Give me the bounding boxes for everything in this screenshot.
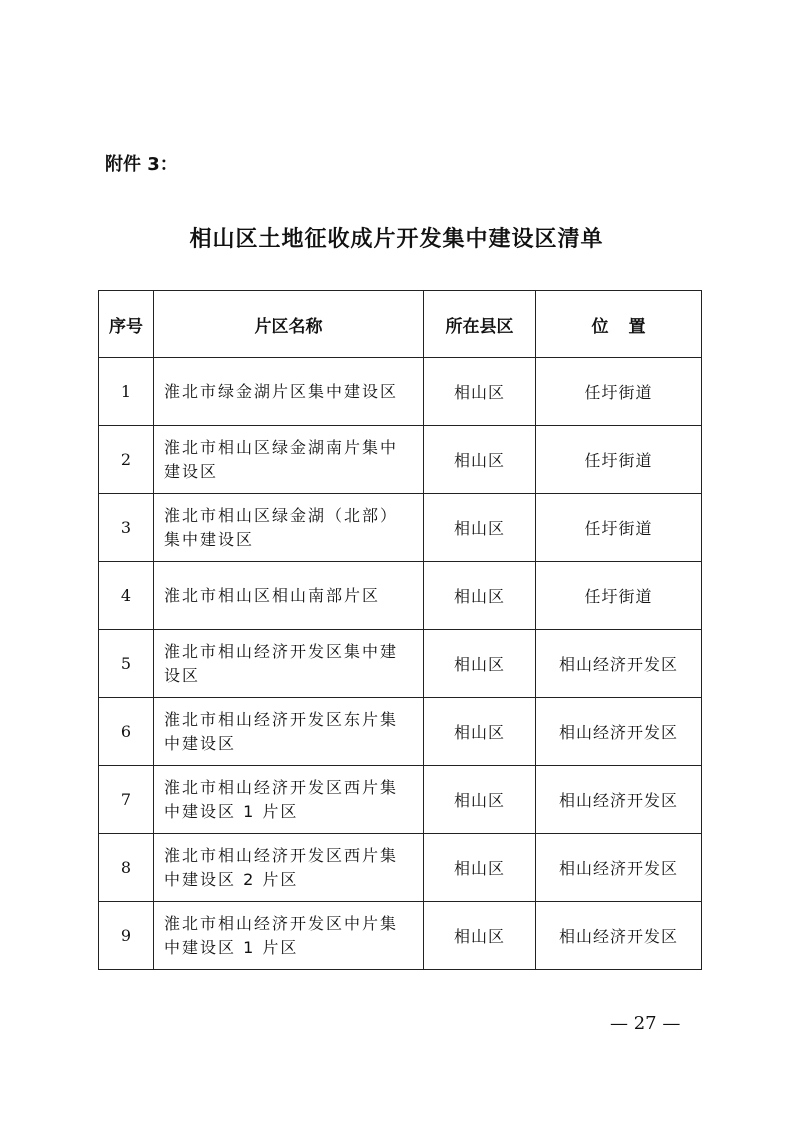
- row-number: 6: [99, 698, 154, 766]
- table-row: [99, 698, 702, 766]
- county: 相山区: [424, 358, 536, 426]
- location: 相山经济开发区: [536, 698, 702, 766]
- county: 相山区: [424, 562, 536, 630]
- location: 任圩街道: [536, 562, 702, 630]
- location: 任圩街道: [536, 426, 702, 494]
- zone-name: 淮北市相山经济开发区中片集中建设区 1 片区: [154, 902, 424, 970]
- document-title: 相山区土地征收成片开发集中建设区清单: [189, 227, 604, 252]
- row-number: 7: [99, 766, 154, 834]
- county: 相山区: [424, 902, 536, 970]
- county: 相山区: [424, 426, 536, 494]
- header-number: 序号: [99, 291, 154, 358]
- zone-name: 淮北市相山区绿金湖南片集中建设区: [154, 426, 424, 494]
- table-row: [99, 766, 702, 834]
- zone-name: 淮北市相山经济开发区西片集中建设区 1 片区: [154, 766, 424, 834]
- location: 任圩街道: [536, 494, 702, 562]
- table-row: [99, 494, 702, 562]
- location: 任圩街道: [536, 358, 702, 426]
- table-row: [99, 902, 702, 970]
- header-county: 所在县区: [424, 291, 536, 358]
- zone-name: 淮北市相山经济开发区西片集中建设区 2 片区: [154, 834, 424, 902]
- county: 相山区: [424, 834, 536, 902]
- row-number: 3: [99, 494, 154, 562]
- row-number: 9: [99, 902, 154, 970]
- table-row: [99, 834, 702, 902]
- county: 相山区: [424, 766, 536, 834]
- table-header-row: [99, 291, 702, 358]
- row-number: 2: [99, 426, 154, 494]
- location: 相山经济开发区: [536, 630, 702, 698]
- page-number: — 27 —: [610, 1013, 681, 1034]
- header-location: 位置: [536, 291, 702, 358]
- row-number: 1: [99, 358, 154, 426]
- row-number: 5: [99, 630, 154, 698]
- county: 相山区: [424, 630, 536, 698]
- row-number: 8: [99, 834, 154, 902]
- zone-name: 淮北市相山经济开发区东片集中建设区: [154, 698, 424, 766]
- zone-list-table: [98, 290, 702, 970]
- location: 相山经济开发区: [536, 766, 702, 834]
- zone-name: 淮北市相山经济开发区集中建设区: [154, 630, 424, 698]
- header-zone-name: 片区名称: [154, 291, 424, 358]
- county: 相山区: [424, 698, 536, 766]
- table-row: [99, 426, 702, 494]
- location: 相山经济开发区: [536, 902, 702, 970]
- table-row: [99, 630, 702, 698]
- zone-name: 淮北市绿金湖片区集中建设区: [154, 358, 424, 426]
- county: 相山区: [424, 494, 536, 562]
- annex-label: 附件 3：: [105, 154, 178, 175]
- zone-name: 淮北市相山区绿金湖（北部）集中建设区: [154, 494, 424, 562]
- row-number: 4: [99, 562, 154, 630]
- location: 相山经济开发区: [536, 834, 702, 902]
- table-row: [99, 358, 702, 426]
- table-row: [99, 562, 702, 630]
- zone-name: 淮北市相山区相山南部片区: [154, 562, 424, 630]
